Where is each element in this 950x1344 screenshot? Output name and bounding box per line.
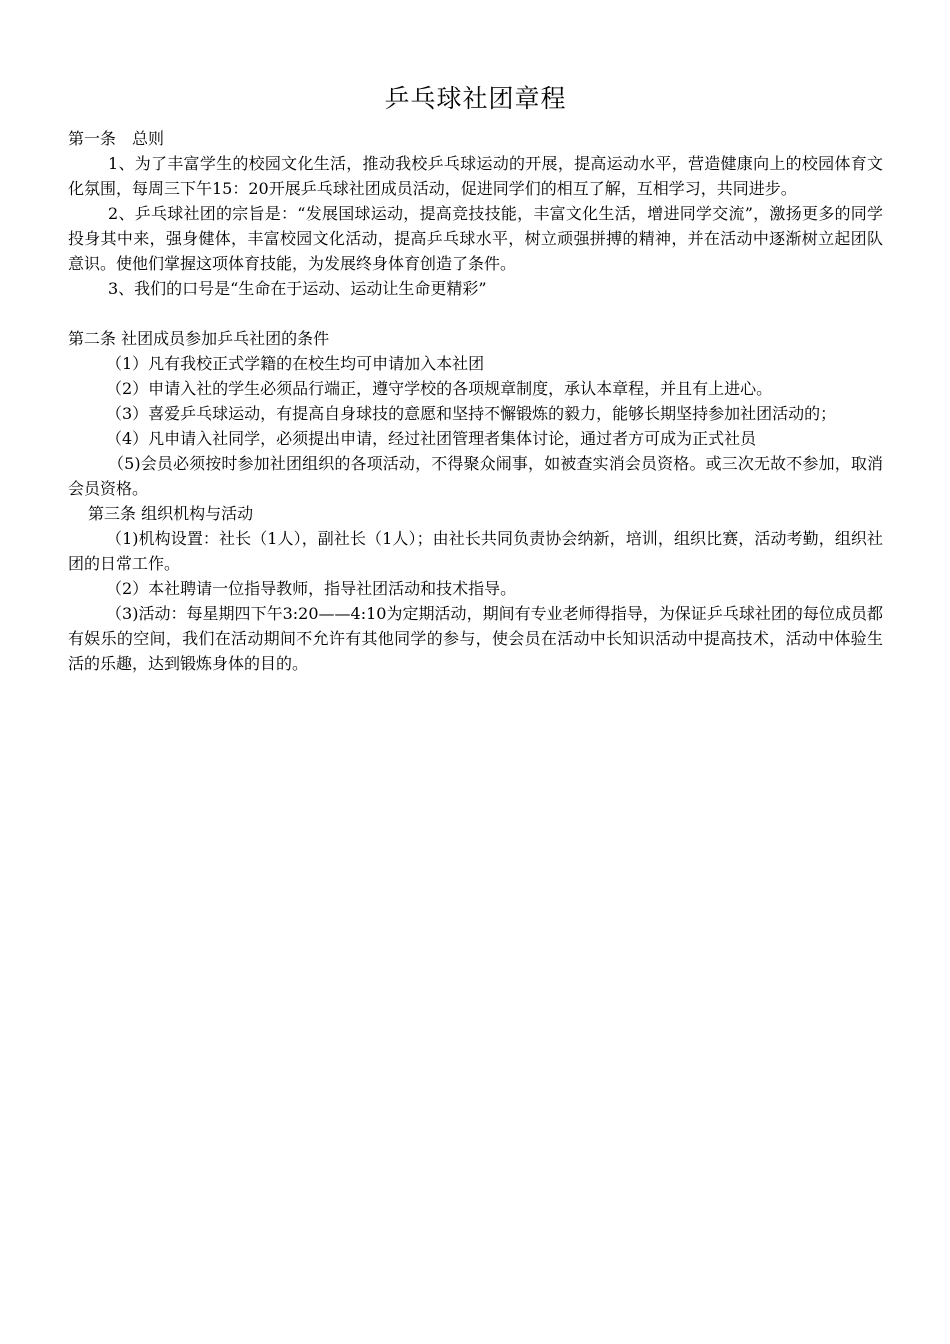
- condition-item: （5)会员必须按时参加社团组织的各项活动，不得聚众闹事，如被查实消会员资格。或三次无故不参加，取消会员资格。: [68, 454, 883, 498]
- blank-line: [68, 301, 883, 326]
- article-paragraph: 1、为了丰富学生的校园文化生活，推动我校乒乓球运动的开展，提高运动水平，营造健康向上的校园体育文化氛围，每周三下午15：20开展乒乓球社团成员活动，促进同学们的相互了解，互相学习，共同进步。: [68, 154, 883, 198]
- organization-item: （3)活动：每星期四下午3:20——4:10为定期活动，期间有专业老师得指导，为保证乒乓球社团的每位成员都有娱乐的空间，我们在活动期间不允许有其他同学的参与，使会员在活动中长知识活动中提高技术，活动中体验生活的乐趣，达到锻炼身体的目的。: [68, 604, 883, 673]
- document-title: 乒乓球社团章程: [384, 84, 567, 113]
- section-heading: 第一条 总则: [68, 129, 165, 148]
- section-general: [68, 126, 883, 301]
- condition-item: （2）申请入社的学生必须品行端正，遵守学校的各项规章制度，承认本章程，并且有上进心。: [106, 379, 773, 398]
- article-paragraph: 2、乒乓球社团的宗旨是：“发展国球运动，提高竞技技能，丰富文化生活，增进同学交流”，激扬更多的同学投身其中来，强身健体，丰富校园文化活动，提高乒乓球水平，树立顽强拼搏的精神，并在活动中逐渐树立起团队意识。使他们掌握这项体育技能，为发展终身体育创造了条件。: [68, 204, 883, 273]
- condition-item: （4）凡申请入社同学，必须提出申请，经过社团管理者集体讨论，通过者方可成为正式社员: [106, 429, 757, 448]
- section-heading: 第二条 社团成员参加乒乓社团的条件: [68, 329, 330, 348]
- section-heading: 第三条 组织机构与活动: [88, 504, 254, 523]
- article-paragraph: 3、我们的口号是“生命在于运动、运动让生命更精彩”: [108, 279, 487, 298]
- section-membership-conditions: [68, 326, 883, 501]
- document-page: [68, 84, 883, 676]
- condition-item: （3）喜爱乒乓球运动，有提高自身球技的意愿和坚持不懈锻炼的毅力，能够长期坚持参加社团活动的；: [106, 404, 837, 423]
- organization-item: （2）本社聘请一位指导教师，指导社团活动和技术指导。: [106, 579, 517, 598]
- section-organization: [68, 501, 883, 676]
- organization-item: （1)机构设置：社长（1人），副社长（1人）；由社长共同负责协会纳新，培训，组织比赛，活动考勤，组织社团的日常工作。: [68, 529, 883, 573]
- condition-item: （1）凡有我校正式学籍的在校生均可申请加入本社团: [106, 354, 485, 373]
